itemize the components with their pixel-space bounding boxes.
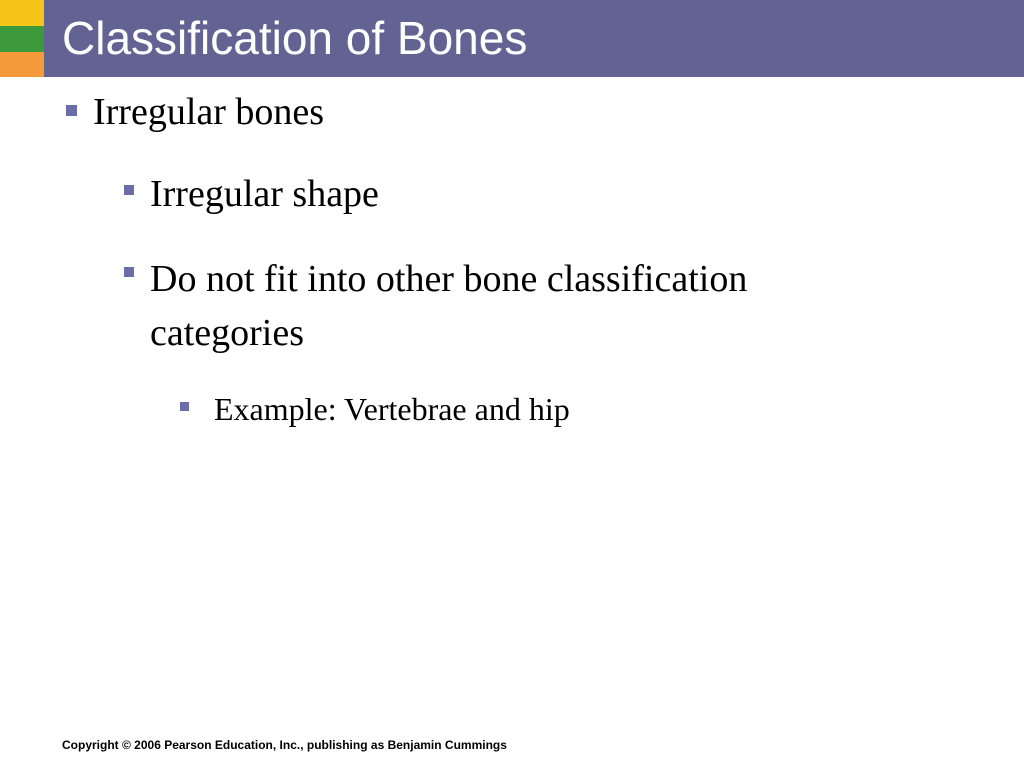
accent-square-orange <box>0 52 44 77</box>
slide-title: Classification of Bones <box>62 12 528 64</box>
bullet-text: Irregular bones <box>93 91 325 133</box>
copyright-footer: Copyright © 2006 Pearson Education, Inc., publishing as Benjamin Cummings <box>62 738 507 752</box>
title-band <box>44 0 1024 77</box>
square-bullet-icon <box>124 185 134 195</box>
square-bullet-icon <box>180 402 189 411</box>
bullet-text: Do not fit into other bone classification categories <box>150 258 748 354</box>
accent-color-strip <box>0 0 44 77</box>
square-bullet-icon <box>124 267 134 277</box>
bullet-text: Example: Vertebrae and hip <box>214 391 570 427</box>
accent-square-yellow <box>0 0 44 26</box>
accent-square-green <box>0 26 44 52</box>
square-bullet-icon <box>66 105 77 116</box>
bullet-text: Irregular shape <box>150 173 379 215</box>
